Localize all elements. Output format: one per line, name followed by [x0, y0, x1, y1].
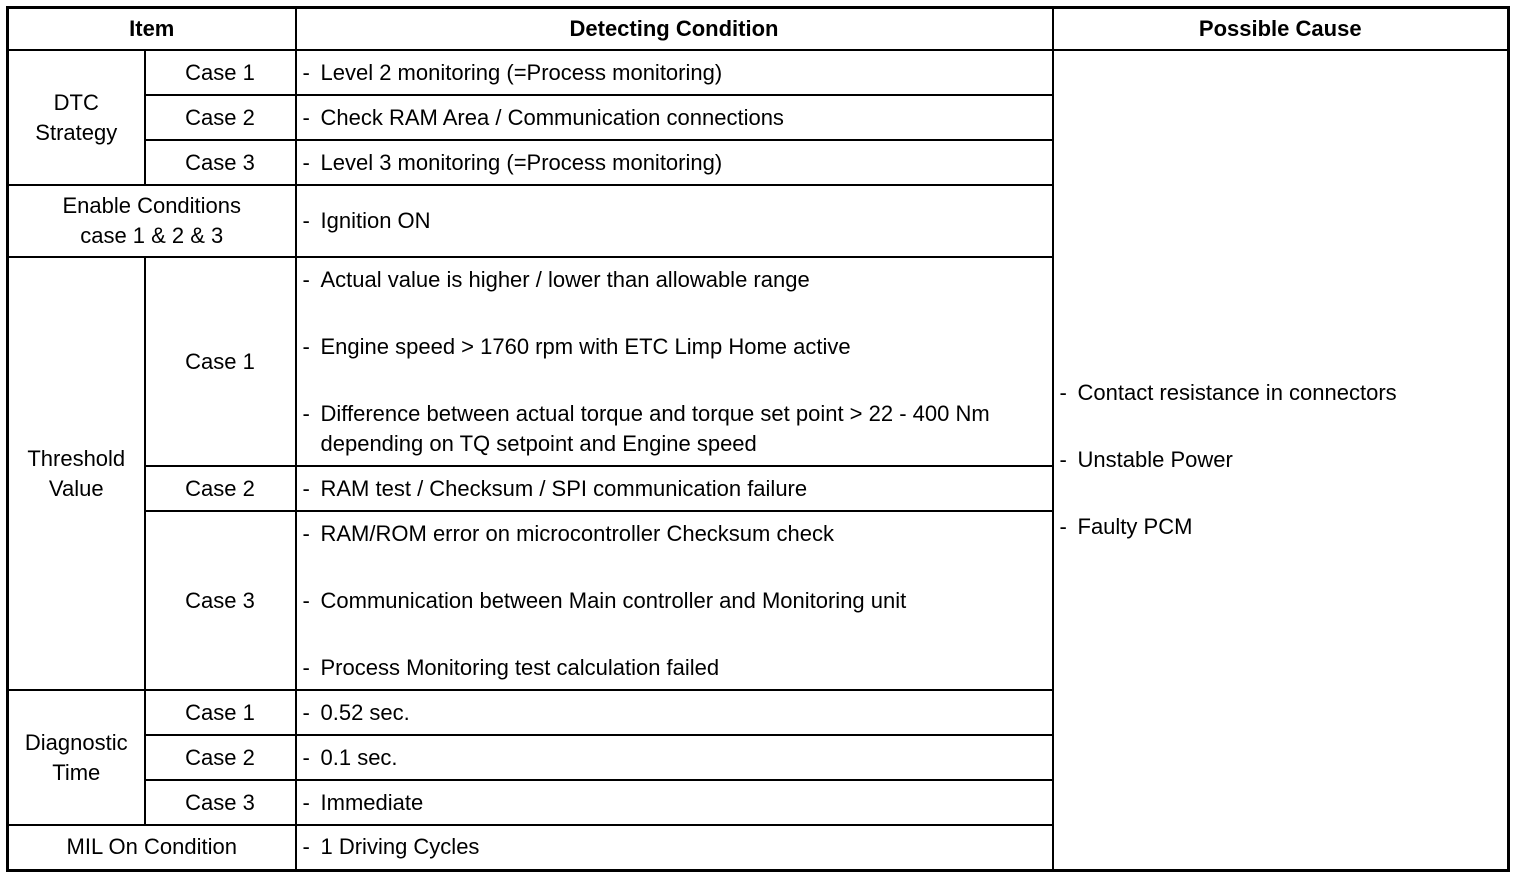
header-possible-cause: Possible Cause [1053, 8, 1509, 51]
condition-cell: - Level 3 monitoring (=Process monitoring) [296, 140, 1053, 185]
case-label: Case 2 [145, 735, 296, 780]
case-label: Case 1 [145, 257, 296, 466]
case-label: Case 1 [145, 50, 296, 95]
case-label: Case 3 [145, 140, 296, 185]
condition-cell: - Level 2 monitoring (=Process monitoring) [296, 50, 1053, 95]
condition-cell: - 1 Driving Cycles [296, 825, 1053, 870]
condition-cell: - 0.1 sec. [296, 735, 1053, 780]
case-label: Case 2 [145, 95, 296, 140]
case-label: Case 3 [145, 511, 296, 690]
cause-item: - Faulty PCM [1059, 513, 1193, 539]
possible-cause-cell [1053, 50, 1509, 870]
header-row [8, 8, 1509, 51]
diagnostic-table [6, 6, 1510, 872]
enable-conditions-label: Enable Conditions case 1 & 2 & 3 [8, 185, 296, 257]
cause-item: - Contact resistance in connectors [1059, 379, 1397, 405]
case-label: Case 3 [145, 780, 296, 825]
threshold-value-label: Threshold Value [8, 257, 145, 690]
case-label: Case 2 [145, 466, 296, 511]
condition-cell: - RAM test / Checksum / SPI communication failure [296, 466, 1053, 511]
condition-cell: - 0.52 sec. [296, 690, 1053, 735]
condition-cell: - Actual value is higher / lower than allowable range - Engine speed > 1760 rpm with ETC Limp Home active - Difference between actual torque and torque set point > 22 - 400 Nm depending on TQ setpoint and Engine speed [296, 257, 1053, 466]
cause-item: - Unstable Power [1059, 446, 1233, 472]
condition-cell: - RAM/ROM error on microcontroller Checksum check - Communication between Main controller and Monitoring unit - Process Monitoring test calculation failed [296, 511, 1053, 690]
mil-on-condition-label: MIL On Condition [8, 825, 296, 870]
diagnostic-time-label: Diagnostic Time [8, 690, 145, 825]
dtc-strategy-label: DTC Strategy [8, 50, 145, 185]
header-detecting-condition: Detecting Condition [296, 8, 1053, 51]
condition-cell: - Ignition ON [296, 185, 1053, 257]
condition-cell: - Immediate [296, 780, 1053, 825]
case-label: Case 1 [145, 690, 296, 735]
header-item: Item [8, 8, 296, 51]
table-row [8, 50, 1509, 95]
condition-cell: - Check RAM Area / Communication connections [296, 95, 1053, 140]
